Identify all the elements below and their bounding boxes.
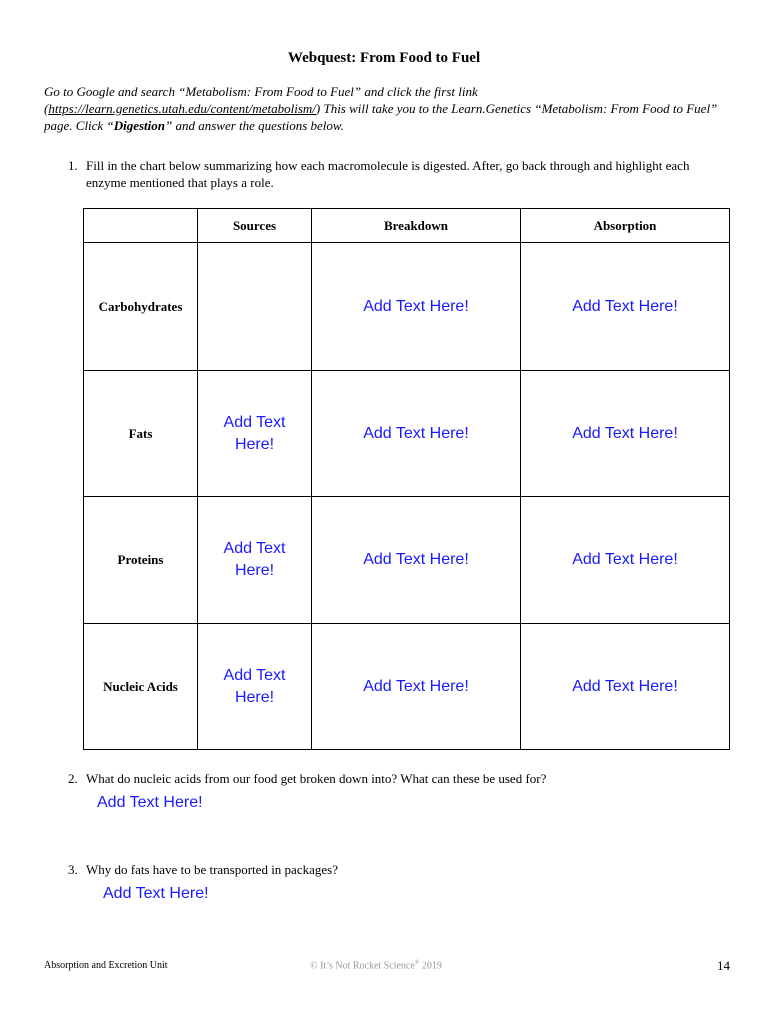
question-2-text: What do nucleic acids from our food get broken down into? What can these be used for? bbox=[86, 771, 547, 786]
cell-nucleic-acids-absorption[interactable] bbox=[521, 624, 730, 750]
nucleic-acids-absorption-text[interactable]: Add Text Here! bbox=[572, 677, 678, 695]
cell-fats-breakdown[interactable] bbox=[312, 371, 521, 497]
chart-row-fats bbox=[84, 371, 730, 497]
instructions-text-3: ” and answer the questions below. bbox=[164, 118, 344, 133]
copyright-text: © It’s Not Rocket Science bbox=[310, 960, 415, 972]
cell-nucleic-acids-sources[interactable] bbox=[198, 624, 312, 750]
cell-fats-absorption[interactable] bbox=[521, 371, 730, 497]
proteins-breakdown-text[interactable]: Add Text Here! bbox=[363, 551, 469, 568]
chart-row-carbohydrates bbox=[84, 243, 730, 371]
footer-copyright bbox=[310, 960, 442, 971]
question-2 bbox=[68, 770, 728, 787]
chart-header-row bbox=[84, 209, 730, 243]
instructions-text-2: ) This will take you to the Learn.Genetics “Metabolism: From Food to Fuel” page. Click “ bbox=[44, 101, 718, 133]
question-2-answer-field[interactable]: Add Text Here! bbox=[97, 794, 203, 811]
row-label-fats: Fats bbox=[84, 371, 198, 497]
nucleic-acids-sources-text[interactable]: Add Text Here! bbox=[223, 666, 286, 706]
row-label-nucleic-acids: Nucleic Acids bbox=[84, 624, 198, 750]
chart-header-corner bbox=[84, 209, 198, 243]
digestion-keyword: Digestion bbox=[113, 118, 165, 133]
chart-header-breakdown: Breakdown bbox=[312, 209, 521, 243]
question-3-answer-field[interactable]: Add Text Here! bbox=[103, 885, 209, 902]
carbohydrates-absorption-text[interactable]: Add Text Here! bbox=[572, 297, 678, 315]
cell-proteins-breakdown[interactable] bbox=[312, 497, 521, 624]
chart-header-sources: Sources bbox=[198, 209, 312, 243]
question-1 bbox=[68, 157, 728, 191]
page-number: 14 bbox=[717, 958, 730, 973]
instructions-text-1: Go to Google and search “Metabolism: From Food to Fuel” and click the first link ( bbox=[44, 84, 478, 116]
question-1-text: Fill in the chart below summarizing how each macromolecule is digested. After, go back through and highlight each enzyme mentioned that plays a role. bbox=[86, 158, 690, 190]
chart-row-proteins bbox=[84, 497, 730, 624]
question-1-number: 1. bbox=[68, 158, 78, 173]
question-3 bbox=[68, 861, 728, 878]
fats-sources-text[interactable]: Add Text Here! bbox=[223, 413, 286, 453]
digestion-chart bbox=[83, 208, 730, 750]
instructions-paragraph bbox=[44, 83, 734, 134]
question-3-text: Why do fats have to be transported in packages? bbox=[86, 862, 338, 877]
worksheet-title: Webquest: From Food to Fuel bbox=[287, 50, 481, 66]
cell-carbohydrates-sources[interactable] bbox=[198, 243, 312, 371]
cell-fats-sources[interactable] bbox=[198, 371, 312, 497]
cell-carbohydrates-absorption[interactable] bbox=[521, 243, 730, 371]
proteins-absorption-text[interactable]: Add Text Here! bbox=[572, 551, 678, 568]
cell-proteins-absorption[interactable] bbox=[521, 497, 730, 624]
fats-breakdown-text[interactable]: Add Text Here! bbox=[363, 424, 469, 442]
question-2-number: 2. bbox=[68, 771, 78, 786]
copyright-year: 2019 bbox=[419, 960, 442, 972]
registered-mark: ® bbox=[414, 960, 420, 966]
cell-nucleic-acids-breakdown[interactable] bbox=[312, 624, 521, 750]
proteins-sources-text[interactable]: Add Text Here! bbox=[223, 540, 286, 579]
metabolism-link[interactable]: https://learn.genetics.utah.edu/content/metabolism/ bbox=[48, 101, 316, 116]
fats-absorption-text[interactable]: Add Text Here! bbox=[572, 424, 678, 442]
row-label-carbohydrates: Carbohydrates bbox=[84, 243, 198, 371]
cell-carbohydrates-breakdown[interactable] bbox=[312, 243, 521, 371]
nucleic-acids-breakdown-text[interactable]: Add Text Here! bbox=[363, 677, 469, 695]
footer-unit-name: Absorption and Excretion Unit bbox=[44, 960, 168, 971]
carbohydrates-breakdown-text[interactable]: Add Text Here! bbox=[363, 297, 469, 315]
question-3-number: 3. bbox=[68, 862, 78, 877]
chart-row-nucleic-acids bbox=[84, 624, 730, 750]
cell-proteins-sources[interactable] bbox=[198, 497, 312, 624]
row-label-proteins: Proteins bbox=[84, 497, 198, 624]
chart-header-absorption: Absorption bbox=[521, 209, 730, 243]
